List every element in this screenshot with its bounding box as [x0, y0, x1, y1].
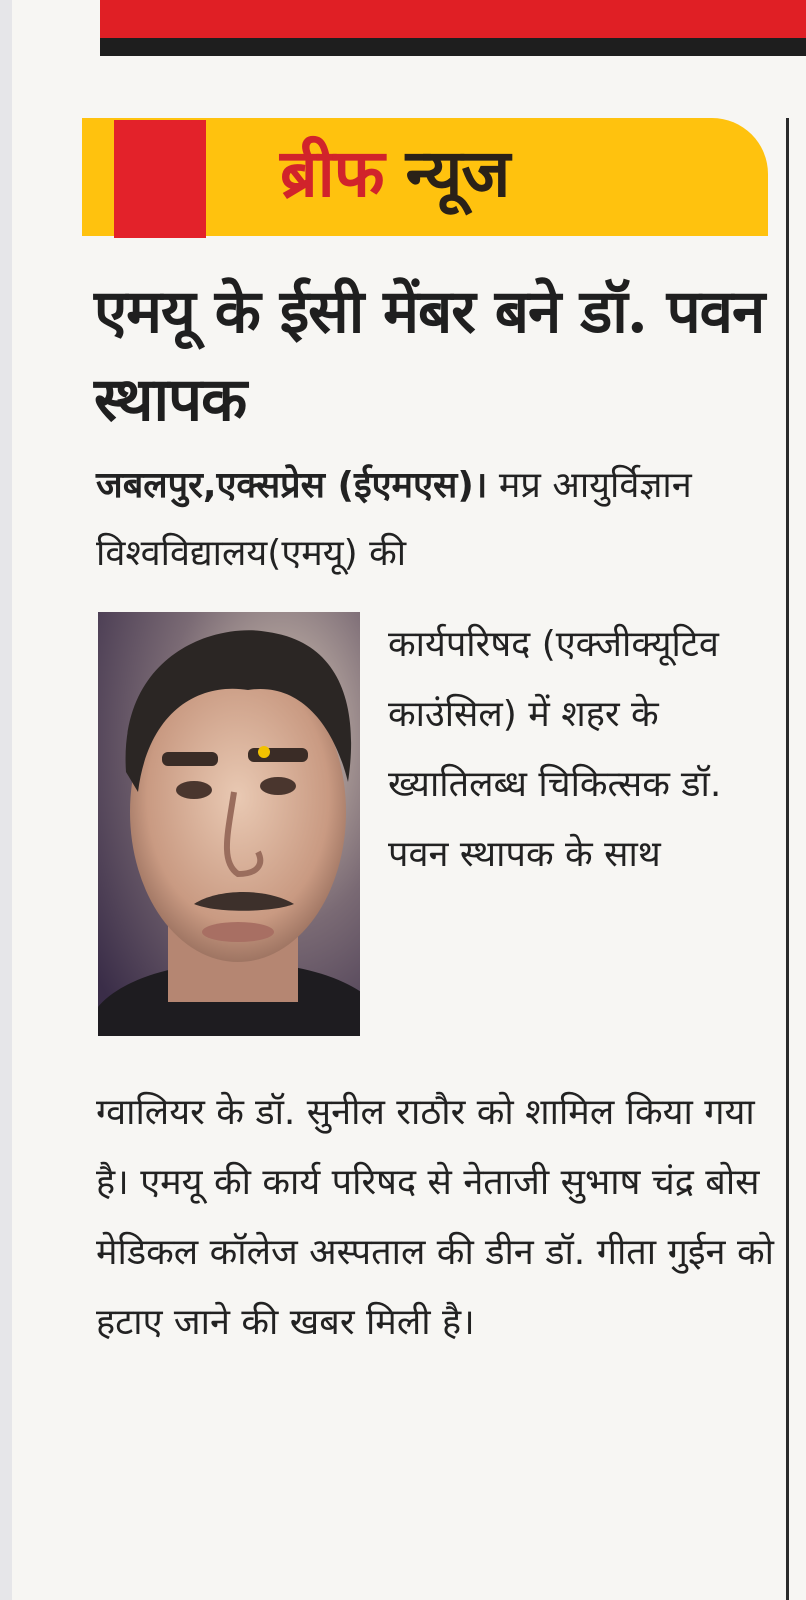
article-dateline: जबलपुर,एक्सप्रेस (ईएमएस)।	[96, 465, 488, 506]
article-body-text: ग्वालियर के डॉ. सुनील राठौर को शामिल किया गया है। एमयू की कार्य परिषद से नेताजी सुभाष चंद्र बोस मेडिकल कॉलेज अस्पताल की डीन डॉ. गीता गुईन को हटाए जाने की खबर मिली है।	[96, 1092, 774, 1343]
section-title	[280, 124, 509, 224]
article-lead	[96, 452, 776, 588]
portrait-photo-icon	[98, 612, 360, 1036]
article-lead-text: मप्र आयुर्विज्ञान विश्वविद्यालय(एमयू) की	[96, 465, 692, 574]
article-headline: एमयू के ईसी मेंबर बने डॉ. पवन स्थापक	[94, 277, 765, 435]
page-edge	[0, 0, 12, 1600]
column-rule	[786, 118, 789, 1600]
portrait-photo	[98, 612, 360, 1036]
header-black-band	[100, 38, 806, 56]
section-title-brief: ब्रीफ	[280, 135, 384, 212]
article-side-text: कार्यपरिषद (एक्जीक्यूटिव काउंसिल) में शहर के ख्यातिलब्ध चिकित्सक डॉ. पवन स्थापक के साथ	[388, 624, 722, 875]
section-banner-red-block	[114, 120, 206, 238]
section-title-news: न्यूज	[405, 135, 510, 212]
header-red-band	[100, 0, 806, 38]
